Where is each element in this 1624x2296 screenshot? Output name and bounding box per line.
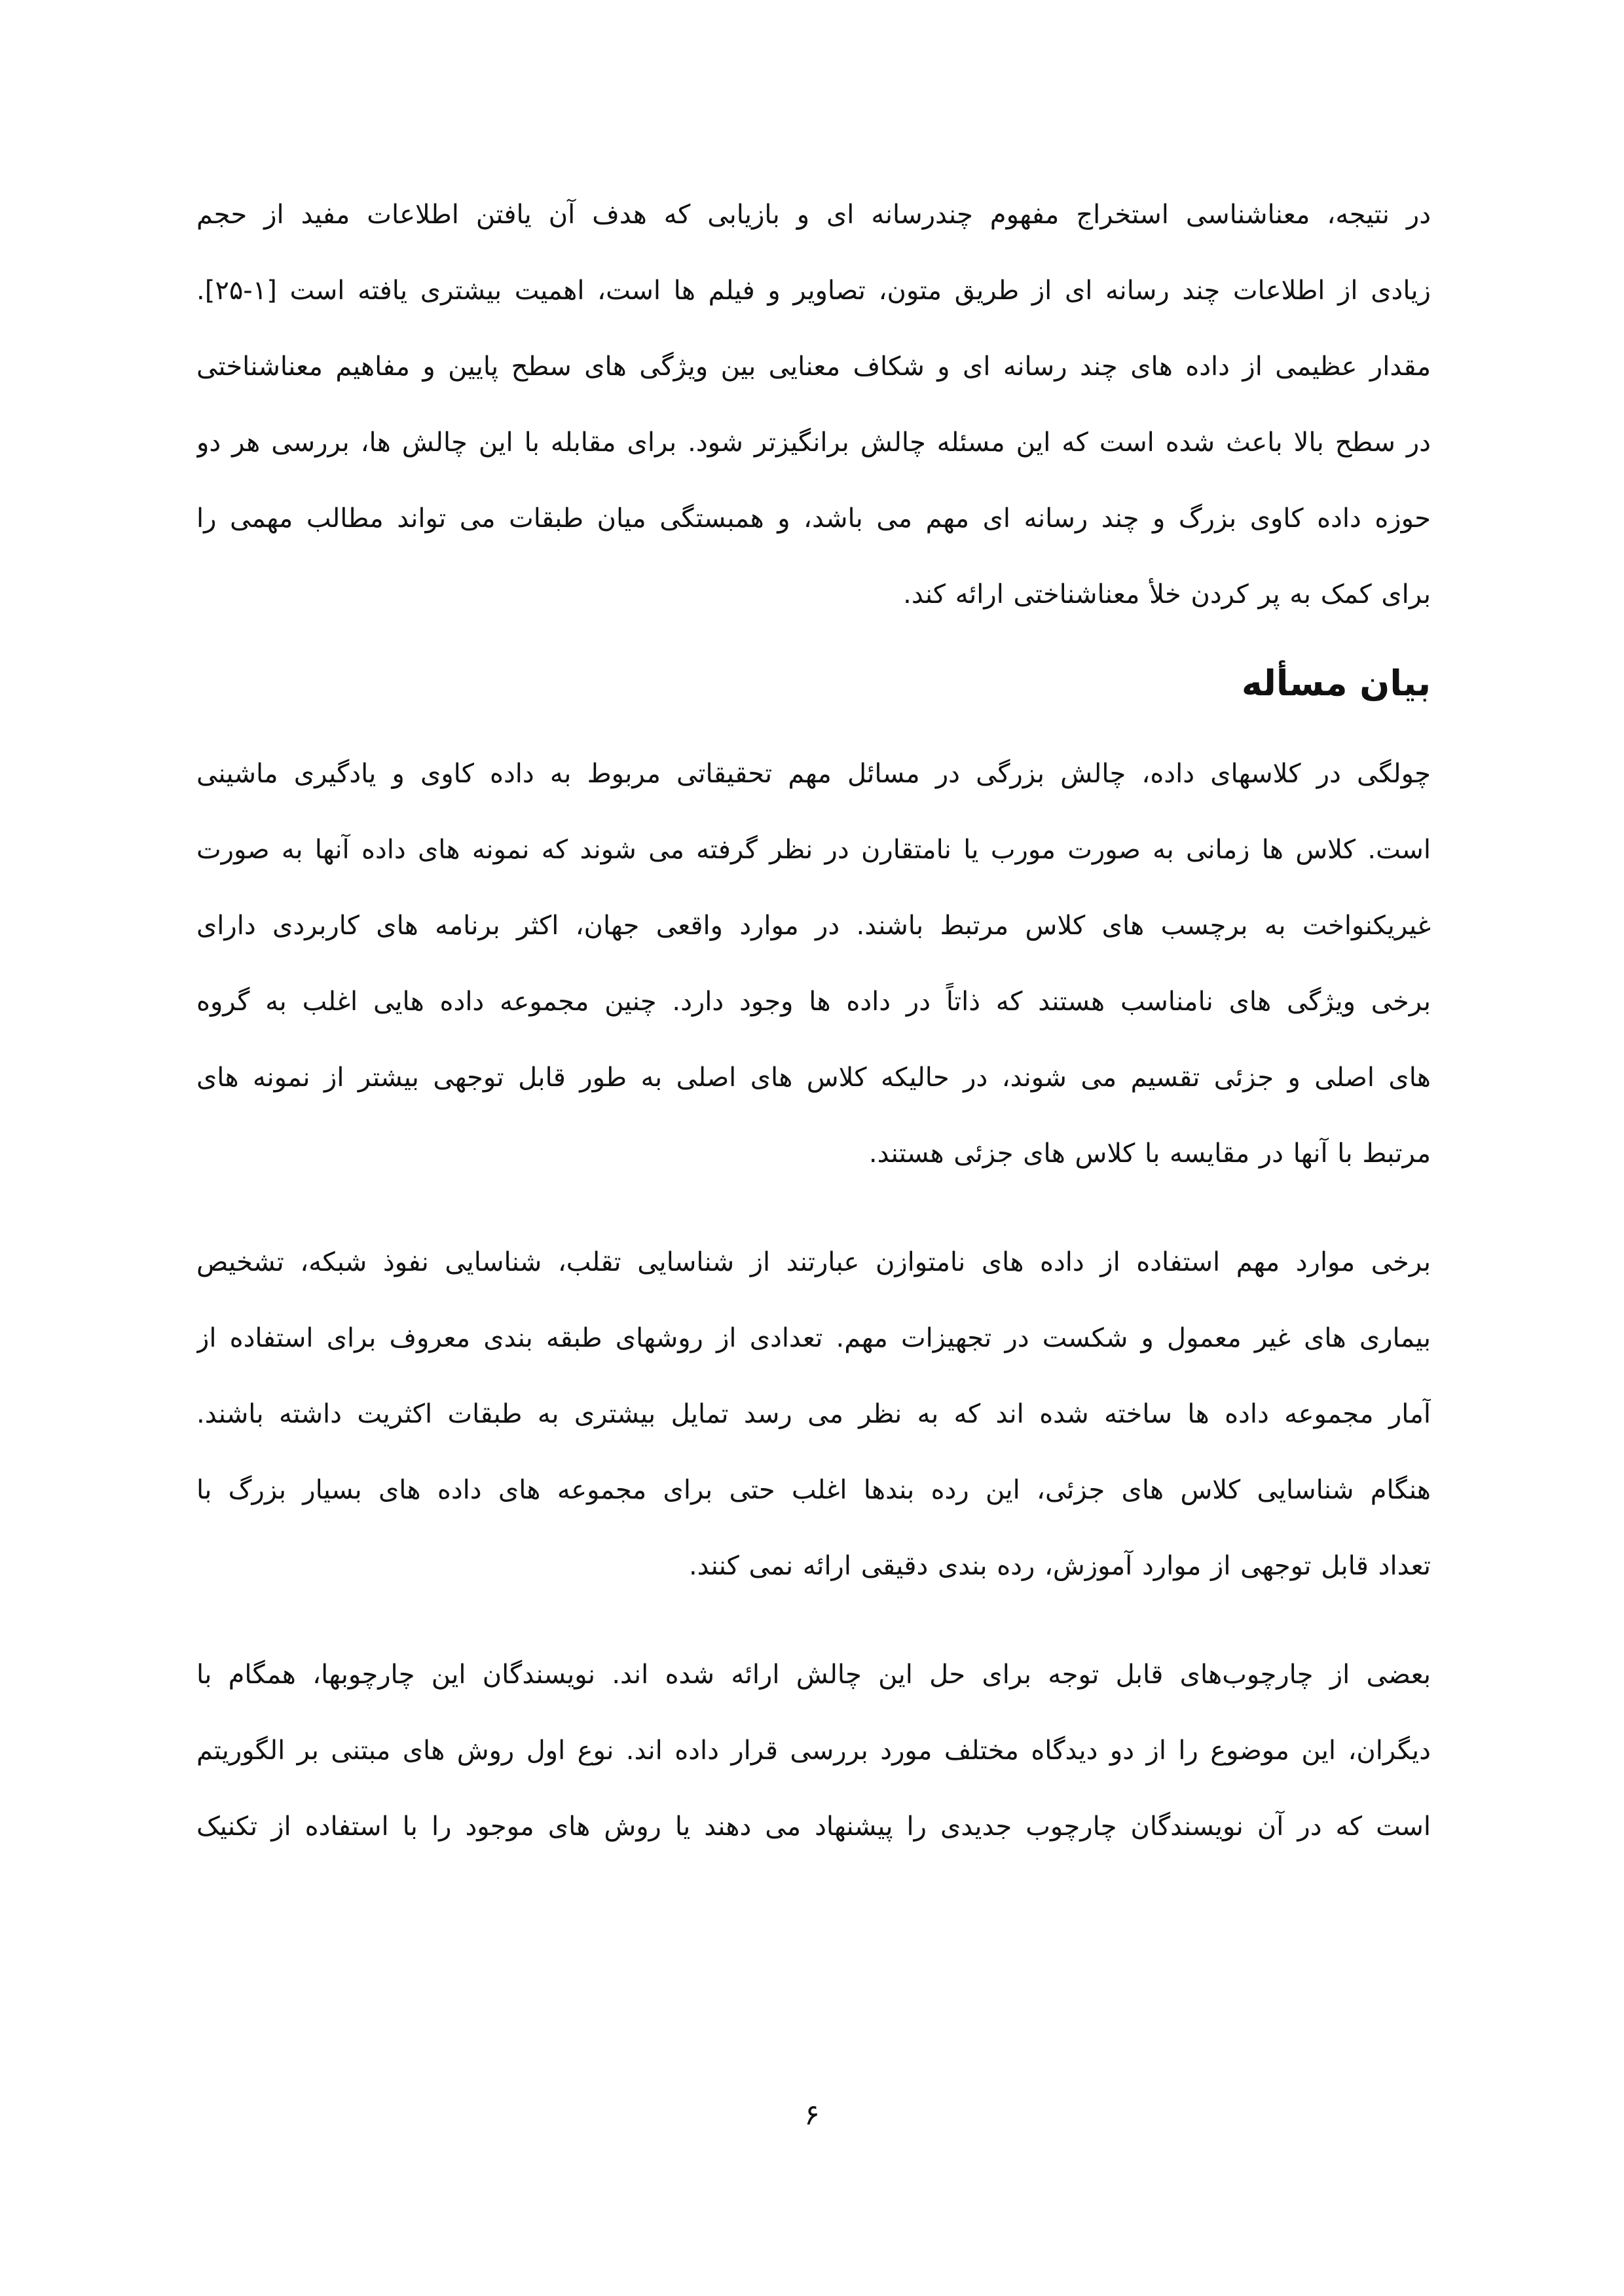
text-line: آمار مجموعه داده ها ساخته شده اند که به نظر می رسد تمایل بیشتری به طبقات اکثریت داشته باشند. [196,1399,1431,1429]
paragraph-gap [196,1192,1431,1224]
text-line: زیادی از اطلاعات چند رسانه ای از طریق متون، تصاویر و فیلم ها است، اهمیت بیشتری یافته است [۱-۲۵]. [196,276,1431,306]
intro-paragraph [196,177,1431,632]
text-line: بیماری های غیر معمول و شکست در تجهیزات مهم. تعدادی از روشهای طبقه بندی معروف برای استفاده از [196,1323,1431,1353]
section-paragraph [196,1637,1431,1865]
text-line: مقدار عظیمی از داده های چند رسانه ای و شکاف معنایی بین ویژگی های سطح پایین و مفاهیم معناشناختی [196,352,1431,382]
text-line: مرتبط با آنها در مقایسه با کلاس های جزئی هستند. [868,1139,1431,1169]
document-page [196,177,1431,1865]
text-line: های اصلی و جزئی تقسیم می شوند، در حالیکه کلاس های اصلی به طور قابل توجهی بیشتر از نمونه های [196,1063,1431,1093]
text-line: است. کلاس ها زمانی به صورت مورب یا نامتقارن در نظر گرفته می شوند که نمونه های داده آنها به صورت [196,835,1431,865]
text-line: تعداد قابل توجهی از موارد آموزش، رده بندی دقیقی ارائه نمی کنند. [688,1551,1431,1581]
section-heading: بیان مسأله [1241,663,1431,704]
text-line: چولگی در کلاسهای داده، چالش بزرگی در مسائل مهم تحقیقاتی مربوط به داده کاوی و یادگیری ماشینی [196,759,1431,789]
text-line: در سطح بالا باعث شده است که این مسئله چالش برانگیزتر شود. برای مقابله با این چالش ها، بررسی هر دو [196,428,1431,458]
page-number: ۶ [804,2098,820,2132]
text-line: هنگام شناسایی کلاس های جزئی، این رده بندها اغلب حتی برای مجموعه های داده های بسیار بزرگ با [196,1475,1431,1505]
paragraph-gap [196,1604,1431,1637]
text-line: در نتیجه، معناشناسی استخراج مفهوم چندرسانه ای و بازیابی که هدف آن یافتن اطلاعات مفید از حجم [196,200,1431,230]
text-line: غیریکنواخت به برچسب های کلاس مرتبط باشند. در موارد واقعی جهان، اکثر برنامه های کاربردی دارای [196,911,1431,941]
text-line: بعضی از چارچوب‌های قابل توجه برای حل این چالش ارائه شده اند. نویسندگان این چارچوبها، همگام با [196,1660,1431,1690]
text-line: برخی موارد مهم استفاده از داده های نامتوازن عبارتند از شناسایی تقلب، شناسایی نفوذ شبکه، تشخیص [196,1247,1431,1277]
text-line: برای کمک به پر کردن خلأ معناشناختی ارائه کند. [903,579,1431,610]
text-line: حوزه داده کاوی بزرگ و چند رسانه ای مهم می باشد، و همبستگی میان طبقات می تواند مطالب مهمی را [196,503,1431,534]
text-line: برخی ویژگی های نامناسب هستند که ذاتاً در داده ها وجود دارد. چنین مجموعه داده هایی اغلب به گروه [196,987,1431,1017]
text-line: است که در آن نویسندگان چارچوب جدیدی را پیشنهاد می دهند یا روش های موجود را با استفاده از تکنیک [196,1812,1431,1842]
section-paragraph [196,736,1431,1192]
text-line: دیگران، این موضوع را از دو دیدگاه مختلف مورد بررسی قرار داده اند. نوع اول روش های مبتنی بر الگوریتم [196,1736,1431,1766]
section-paragraph [196,1224,1431,1604]
